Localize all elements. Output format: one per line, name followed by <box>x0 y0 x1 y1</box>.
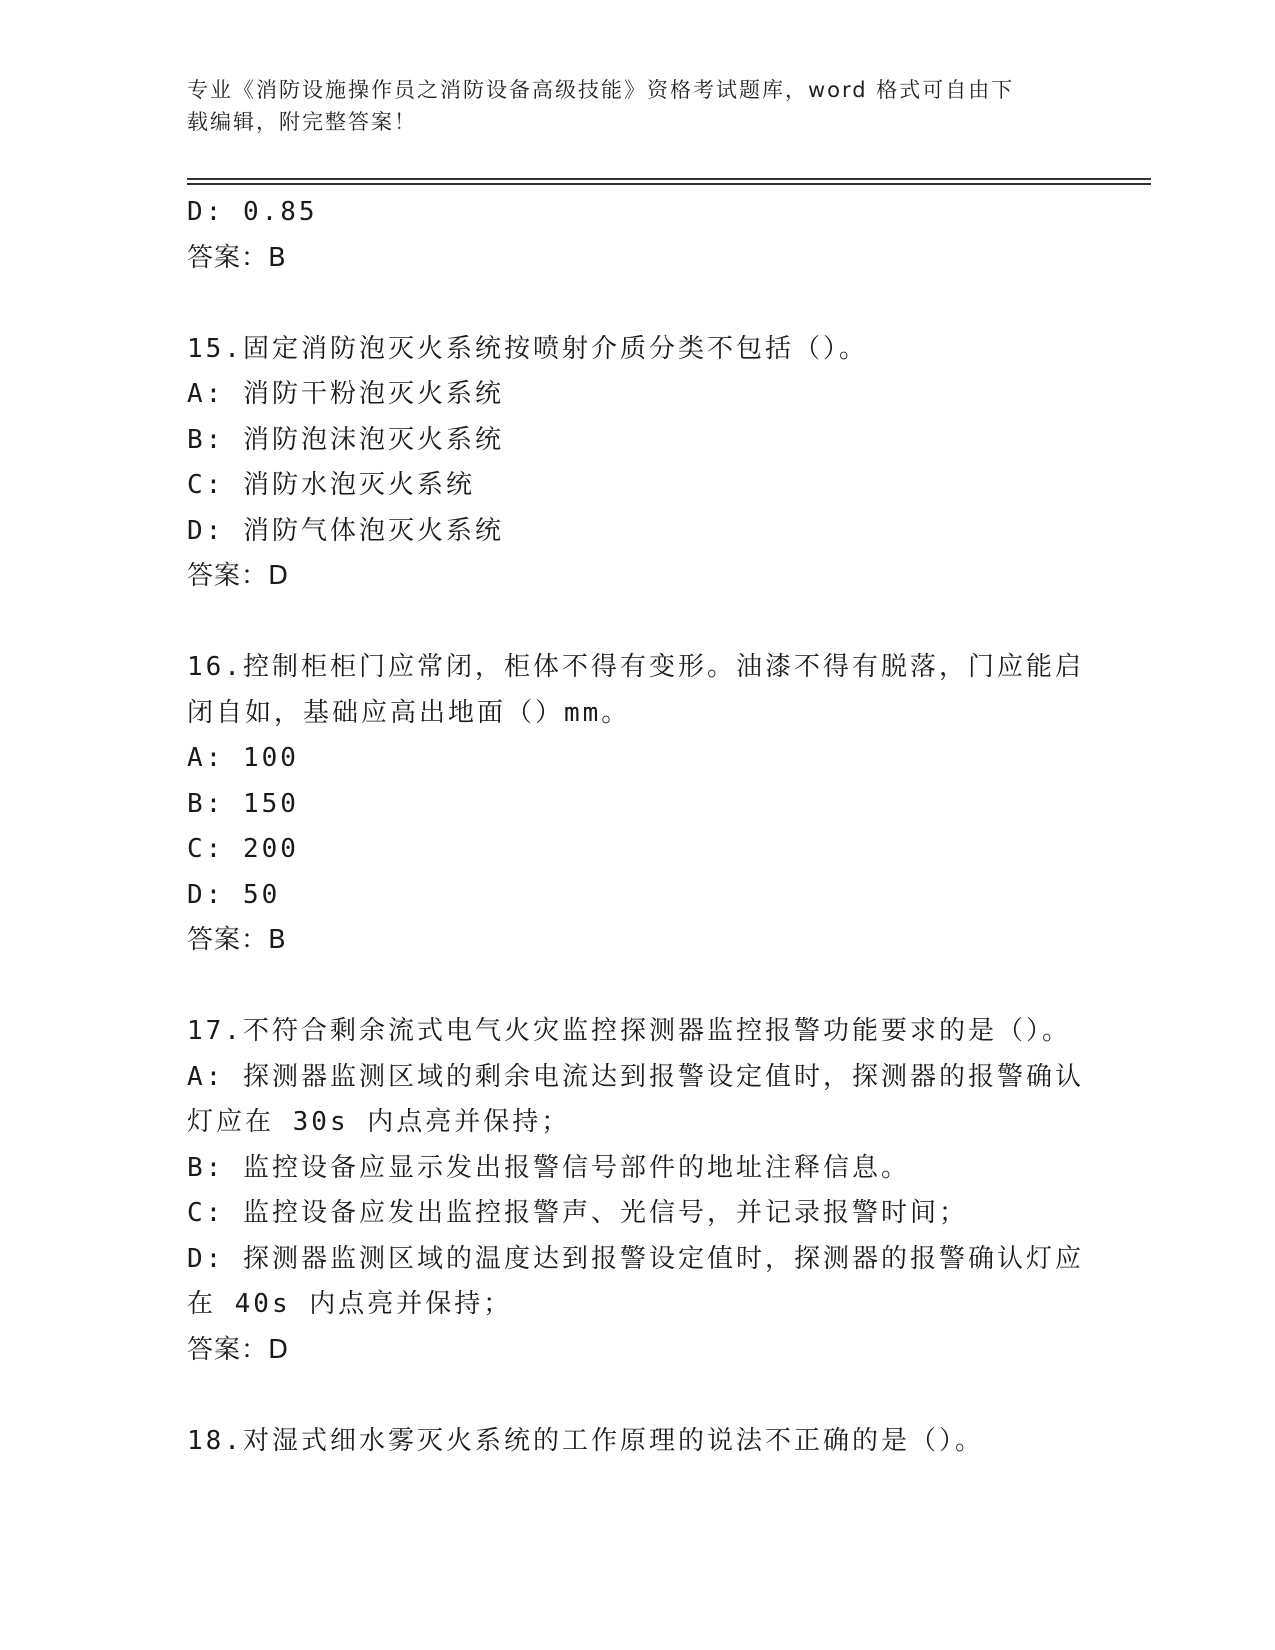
spacer <box>187 1373 1087 1419</box>
spacer <box>187 281 1087 327</box>
header-line-2: 载编辑，附完整答案！ <box>187 110 417 134</box>
question-block-16 <box>187 645 1087 964</box>
option-a: A: 100 <box>187 743 299 773</box>
option-d: D: 50 <box>187 879 281 910</box>
question-stem: 15.固定消防泡灭火系统按喷射介质分类不包括（）。 <box>187 333 868 364</box>
option-a: A: 消防干粉泡灭火系统 <box>187 379 504 409</box>
option-a-line-1: A: 探测器监测区域的剩余电流达到报警设定值时，探测器的报警确认 <box>187 1061 1084 1092</box>
spacer <box>187 600 1087 646</box>
option-d: D: 0.85 <box>187 197 318 227</box>
question-block-17 <box>187 1009 1087 1373</box>
option-b: B: 消防泡沫泡灭火系统 <box>187 424 504 455</box>
question-block-18 <box>187 1419 1087 1465</box>
header-divider-top <box>187 178 1151 180</box>
question-block-15 <box>187 327 1087 600</box>
question-stem: 17.不符合剩余流式电气火灾监控探测器监控报警功能要求的是（）。 <box>187 1016 1071 1046</box>
option-a-line-2: 灯应在 30s 内点亮并保持； <box>187 1107 571 1137</box>
answer-line: 答案：D <box>187 1334 290 1365</box>
option-d-line-1: D: 探测器监测区域的温度达到报警设定值时，探测器的报警确认灯应 <box>187 1243 1084 1274</box>
option-b: B: 150 <box>187 788 299 819</box>
header-divider-bottom <box>187 183 1151 185</box>
answer-line: 答案：B <box>187 242 287 273</box>
option-d: D: 消防气体泡灭火系统 <box>187 515 504 546</box>
option-c: C: 200 <box>187 834 299 864</box>
question-stem-line-2: 闭自如，基础应高出地面（）mm。 <box>187 697 631 728</box>
answer-line: 答案：B <box>187 925 287 955</box>
option-b: B: 监控设备应显示发出报警信号部件的地址注释信息。 <box>187 1152 910 1183</box>
header-line-1: 专业《消防设施操作员之消防设备高级技能》资格考试题库，word 格式可自由下 <box>187 78 1015 102</box>
question-stem-line-1: 16.控制柜柜门应常闭，柜体不得有变形。油漆不得有脱落，门应能启 <box>187 652 1084 682</box>
spacer <box>187 964 1087 1010</box>
question-list <box>187 190 1087 1464</box>
document-header <box>187 74 1067 138</box>
question-block-14 <box>187 190 1087 281</box>
option-c: C: 监控设备应发出监控报警声、光信号，并记录报警时间； <box>187 1198 968 1228</box>
option-d-line-2: 在 40s 内点亮并保持； <box>187 1289 513 1319</box>
answer-line: 答案：D <box>187 561 290 591</box>
question-stem: 18.对湿式细水雾灭火系统的工作原理的说法不正确的是（）。 <box>187 1425 984 1456</box>
option-c: C: 消防水泡灭火系统 <box>187 470 475 500</box>
